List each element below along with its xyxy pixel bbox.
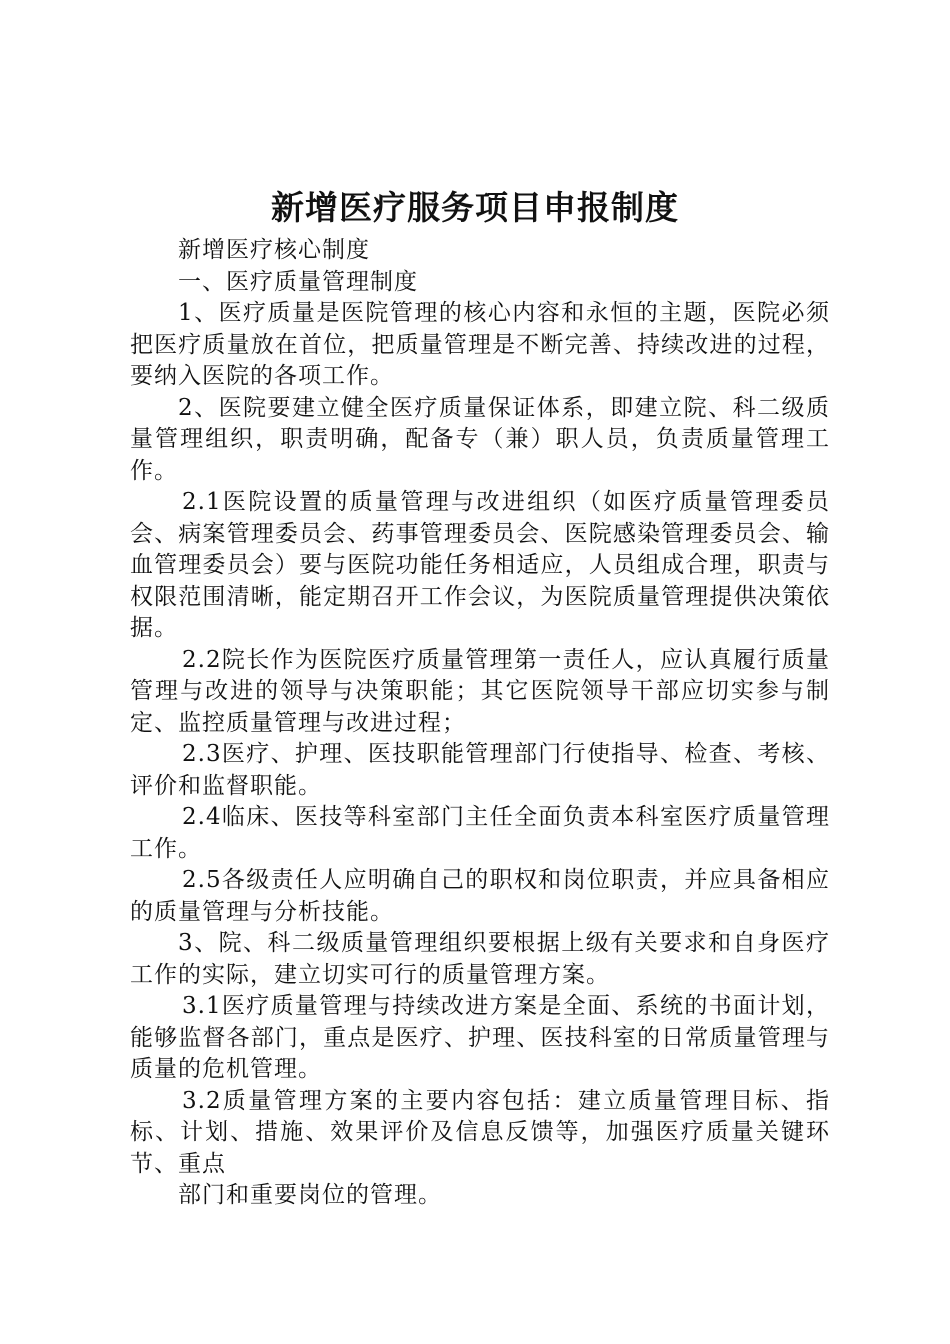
paragraph: 2.5各级责任人应明确自己的职权和岗位职责，并应具备相应的质量管理与分析技能。: [130, 867, 830, 925]
paragraph: 部门和重要岗位的管理。: [178, 1182, 442, 1208]
paragraph: 3.2质量管理方案的主要内容包括：建立质量管理目标、指标、计划、措施、效果评价及信息反馈等，加强医疗质量关键环节、重点: [130, 1087, 830, 1177]
paragraph-subtitle: 新增医疗核心制度: [178, 237, 370, 263]
paragraph: 2.1医院设置的质量管理与改进组织（如医疗质量管理委员会、病案管理委员会、药事管理委员会、医院感染管理委员会、输血管理委员会）要与医院功能任务相适应，人员组成合理，职责与权限范围清晰，能定期召开工作会议，为医院质量管理提供决策依据。: [130, 489, 830, 641]
paragraph: 1、医疗质量是医院管理的核心内容和永恒的主题，医院必须把医疗质量放在首位，把质量管理是不断完善、持续改进的过程，要纳入医院的各项工作。: [130, 300, 830, 389]
paragraph: 3.1医疗质量管理与持续改进方案是全面、系统的书面计划，能够监督各部门，重点是医疗、护理、医技科室的日常质量管理与质量的危机管理。: [130, 993, 830, 1082]
paragraph: 2.3医疗、护理、医技职能管理部门行使指导、检查、考核、评价和监督职能。: [130, 741, 830, 799]
paragraph-section-heading: 一、医疗质量管理制度: [178, 268, 418, 295]
paragraph: 2、医院要建立健全医疗质量保证体系，即建立院、科二级质量管理组织，职责明确，配备专（兼）职人员，负责质量管理工作。: [130, 394, 830, 484]
paragraph: 2.2院长作为医院医疗质量管理第一责任人，应认真履行质量管理与改进的领导与决策职能；其它医院领导干部应切实参与制定、监控质量管理与改进过程；: [130, 646, 830, 736]
document-body: [130, 235, 830, 1212]
document-title: 新增医疗服务项目申报制度: [271, 188, 679, 227]
paragraph: 3、院、科二级质量管理组织要根据上级有关要求和自身医疗工作的实际，建立切实可行的质量管理方案。: [130, 930, 830, 988]
paragraph: 2.4临床、医技等科室部门主任全面负责本科室医疗质量管理工作。: [130, 804, 830, 862]
